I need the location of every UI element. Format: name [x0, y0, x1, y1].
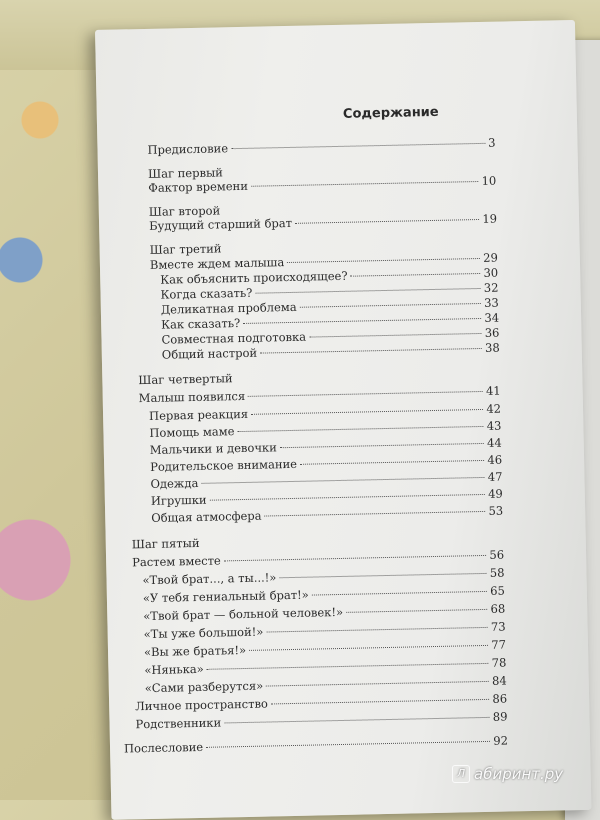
toc-entry: Помощь маме 43 — [149, 418, 502, 440]
toc-entry: «У тебя гениальный брат!» 65 — [142, 583, 505, 606]
toc-entry: Как объяснить происходящее? 30 — [160, 265, 499, 287]
toc-entry: Малыш появился 41 — [138, 383, 501, 406]
toc-entry: Фактор времени 10 — [148, 173, 497, 195]
toc-entry: «Ты уже большой!» 73 — [143, 619, 506, 642]
book-icon: Л — [452, 765, 470, 783]
toc-entry: «Твой брат..., а ты...!» 58 — [142, 565, 505, 588]
toc-entry: Совместная подготовка 36 — [161, 325, 500, 347]
toc-entry: «Вы же братья!» 77 — [143, 637, 507, 660]
toc-entry: Личное пространство 86 — [135, 691, 508, 714]
toc-entry: Общая атмосфера 53 — [151, 503, 504, 525]
toc-entry: Первая реакция 42 — [148, 401, 502, 423]
toc-entry: «Сами разберутся» 84 — [144, 673, 507, 696]
toc-entry: Родственники 89 — [135, 709, 508, 732]
toc-entry: Когда сказать? 32 — [160, 280, 499, 302]
toc-entry: Одежда 47 — [150, 469, 503, 491]
section-label: Шаг пятый — [131, 535, 200, 552]
toc-entry: Как сказать? 34 — [161, 310, 500, 332]
toc-entry: Родительское внимание 46 — [150, 452, 503, 474]
toc-entry: Деликатная проблема 33 — [160, 295, 499, 317]
watermark-text: абиринт.ру — [474, 765, 564, 783]
section-label: Шаг первый — [147, 165, 223, 181]
toc-entry: Послесловие 92 — [123, 733, 509, 756]
labirint-watermark — [452, 765, 563, 783]
section-label: Шаг второй — [148, 203, 221, 219]
table-of-contents — [95, 20, 591, 820]
toc-entry: Игрушки 49 — [150, 486, 503, 508]
toc-entry: Вместе ждем малыша 29 — [149, 250, 499, 272]
toc-entry: Предисловие 3 — [147, 135, 496, 157]
toc-entry: Мальчики и девочки 44 — [149, 435, 502, 457]
toc-entry: Общий настрой 38 — [161, 340, 500, 362]
toc-entry: «Твой брат — больной человек!» 68 — [143, 601, 506, 624]
book-page — [95, 20, 591, 820]
toc-entry: Растем вместе 56 — [132, 547, 505, 570]
toc-entry: Будущий старший брат 19 — [148, 211, 498, 233]
section-label: Шаг четвертый — [138, 371, 233, 388]
toc-heading: Содержание — [342, 104, 439, 122]
toc-entry: «Нянька» 78 — [144, 655, 507, 678]
section-label: Шаг третий — [149, 241, 222, 257]
